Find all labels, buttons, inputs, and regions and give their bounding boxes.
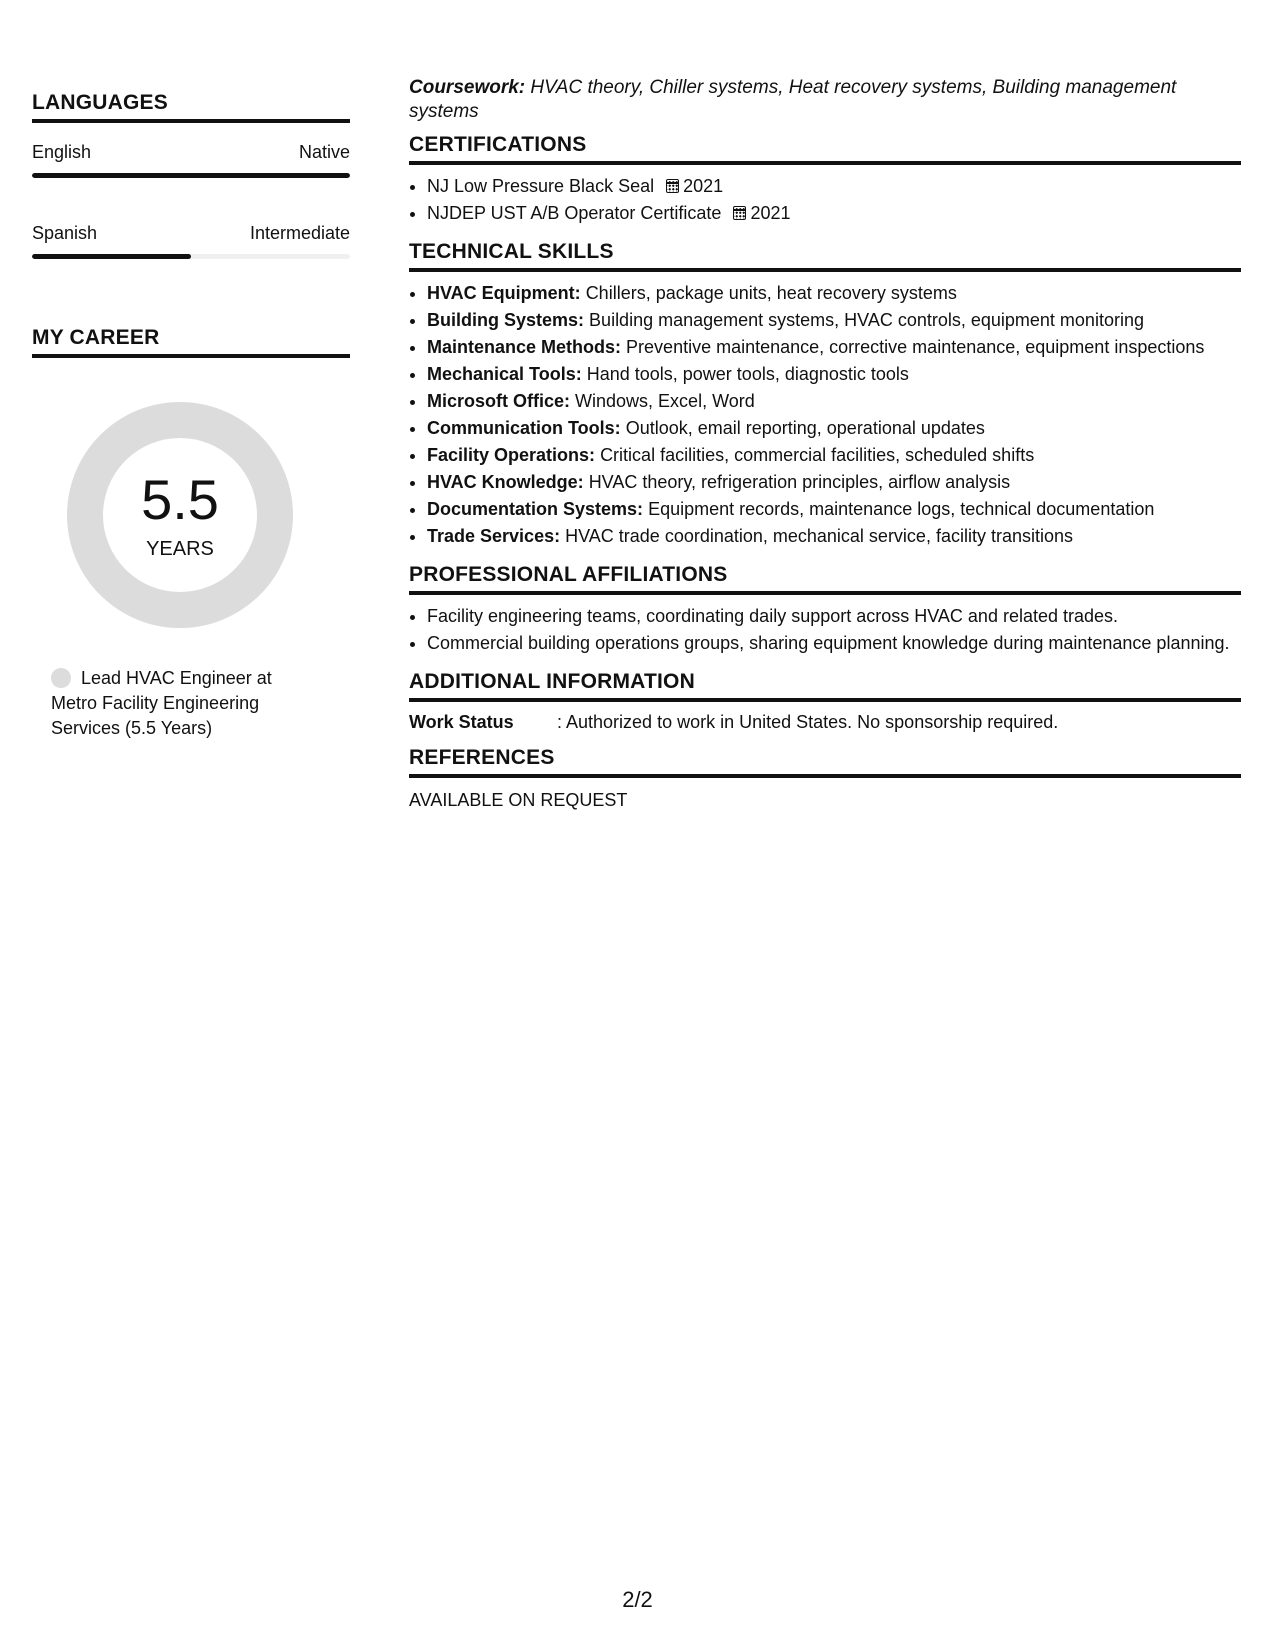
language-level: Intermediate	[249, 223, 350, 244]
certifications-title: CERTIFICATIONS	[409, 134, 1241, 165]
info-row	[409, 712, 1241, 733]
left-column	[32, 92, 350, 741]
affiliations-list	[409, 603, 1241, 657]
skill-text: Windows, Excel, Word	[575, 391, 755, 412]
skill-text: Outlook, email reporting, operational updates	[625, 418, 985, 439]
coursework	[409, 76, 1241, 124]
skill-item	[427, 442, 1241, 469]
language-proficiency-fill	[32, 254, 191, 259]
skills-section	[409, 241, 1241, 550]
skill-text: HVAC trade coordination, mechanical service, facility transitions	[565, 526, 1073, 547]
skill-label: HVAC Equipment:	[427, 283, 581, 304]
additional-info-section	[409, 671, 1241, 733]
skills-list	[409, 280, 1241, 550]
career-entry	[51, 666, 301, 740]
career-years-ring	[67, 402, 293, 628]
certification-name: NJDEP UST A/B Operator Certificate	[427, 203, 722, 224]
skill-text: Hand tools, power tools, diagnostic tools	[586, 364, 909, 385]
career-dot-icon	[51, 668, 71, 688]
skill-text: Preventive maintenance, corrective maintenance, equipment inspections	[626, 337, 1205, 358]
affiliation-item: • Commercial building operations groups, sharing equipment knowledge during maintenance planning.	[427, 630, 1241, 657]
certification-item	[427, 173, 1241, 200]
info-key: Work Status	[409, 712, 514, 733]
languages-title: LANGUAGES	[32, 92, 350, 123]
language-item	[32, 224, 350, 259]
skill-label: Maintenance Methods:	[427, 337, 622, 358]
language-name: English	[32, 142, 92, 163]
calendar-icon	[733, 206, 746, 220]
certification-name: NJ Low Pressure Black Seal	[427, 176, 655, 197]
career-entry-text: Lead HVAC Engineer at Metro Facility Engineering Services (5.5 Years)	[51, 668, 272, 738]
skill-label: Trade Services:	[427, 526, 561, 547]
language-name: Spanish	[32, 223, 98, 244]
certification-year: 2021	[750, 203, 791, 224]
skill-label: Mechanical Tools:	[427, 364, 582, 385]
affiliation-item: • Facility engineering teams, coordinating daily support across HVAC and related trades.	[427, 603, 1241, 630]
skill-item	[427, 361, 1241, 388]
skill-label: Facility Operations:	[427, 445, 596, 466]
skill-item	[427, 307, 1241, 334]
certification-year: 2021	[683, 176, 724, 197]
skill-text: Building management systems, HVAC controls, equipment monitoring	[589, 310, 1144, 331]
info-value: : Authorized to work in United States. No sponsorship required.	[557, 712, 1059, 733]
career-years-value: 5.5	[141, 468, 219, 532]
language-item	[32, 143, 350, 178]
coursework-label: Coursework:	[409, 77, 526, 98]
certifications-list	[409, 173, 1241, 227]
language-proficiency-fill	[32, 173, 350, 178]
language-proficiency-bar	[32, 173, 350, 178]
skill-label: Microsoft Office:	[427, 391, 571, 412]
skill-text: Equipment records, maintenance logs, technical documentation	[648, 499, 1155, 520]
skill-label: Building Systems:	[427, 310, 585, 331]
career-title: MY CAREER	[32, 327, 350, 358]
certification-item	[427, 200, 1241, 227]
skill-item	[427, 388, 1241, 415]
references-section	[409, 747, 1241, 811]
skills-title: TECHNICAL SKILLS	[409, 241, 1241, 272]
skill-item	[427, 469, 1241, 496]
references-text: AVAILABLE ON REQUEST	[409, 790, 628, 811]
page-number: 2/2	[622, 1587, 653, 1612]
skill-label: Documentation Systems:	[427, 499, 644, 520]
language-proficiency-bar	[32, 254, 350, 259]
skill-text: Critical facilities, commercial facilities, scheduled shifts	[600, 445, 1035, 466]
skill-item	[427, 280, 1241, 307]
skill-item	[427, 334, 1241, 361]
references-title: REFERENCES	[409, 747, 1241, 778]
career-years-unit: YEARS	[146, 538, 214, 561]
skill-item	[427, 415, 1241, 442]
skill-item	[427, 496, 1241, 523]
language-level: Native	[298, 142, 350, 163]
affiliations-title: PROFESSIONAL AFFILIATIONS	[409, 564, 1241, 595]
coursework-text: HVAC theory, Chiller systems, Heat recovery systems, Building management systems	[409, 77, 1177, 123]
skill-label: HVAC Knowledge:	[427, 472, 584, 493]
skill-label: Communication Tools:	[427, 418, 621, 439]
affiliations-section	[409, 564, 1241, 657]
certifications-section	[409, 134, 1241, 227]
skill-text: HVAC theory, refrigeration principles, airflow analysis	[588, 472, 1011, 493]
additional-info-title: ADDITIONAL INFORMATION	[409, 671, 1241, 702]
skill-item	[427, 523, 1241, 550]
skill-text: Chillers, package units, heat recovery systems	[585, 283, 957, 304]
calendar-icon	[666, 179, 679, 193]
right-column	[409, 76, 1241, 811]
